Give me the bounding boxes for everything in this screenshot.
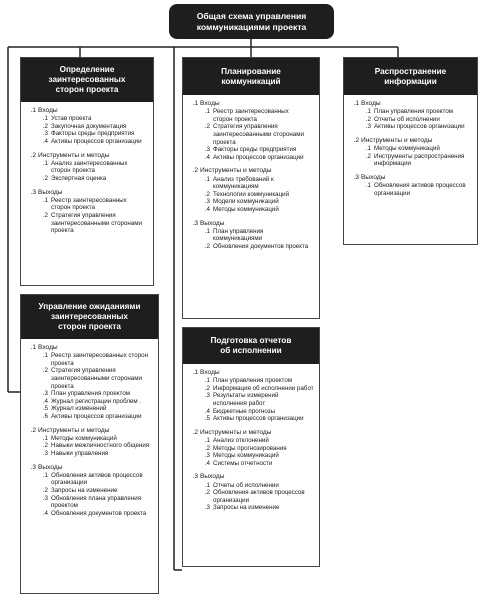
item-number: .3 bbox=[42, 494, 48, 502]
section-title bbox=[349, 137, 474, 145]
item-text: Навыки управления bbox=[51, 449, 109, 457]
section-title bbox=[349, 174, 474, 182]
list-item bbox=[188, 243, 316, 251]
process-box-manage-stakeholder-expectations bbox=[20, 294, 159, 594]
section bbox=[26, 189, 150, 235]
item-number: .1 bbox=[204, 481, 210, 489]
section bbox=[349, 174, 474, 197]
list-item bbox=[188, 415, 316, 423]
section-number: .3 bbox=[30, 188, 36, 196]
item-number: .2 bbox=[42, 122, 48, 130]
item-text: Факторы среды предприятия bbox=[213, 146, 297, 154]
item-text: Реестр заинтересованных сторон проекта bbox=[51, 352, 149, 367]
item-text: Закупочная документация bbox=[51, 122, 127, 130]
root-title: Общая схема управления коммуникациями проекта bbox=[169, 4, 334, 39]
item-text: Методы коммуникаций bbox=[374, 145, 440, 153]
section-number: .2 bbox=[353, 136, 359, 144]
section-number: .3 bbox=[192, 473, 198, 481]
section-title bbox=[188, 167, 316, 175]
item-text: Активы процессов организации bbox=[374, 123, 465, 131]
list-item bbox=[188, 452, 316, 460]
box-title: Подготовка отчетов об исполнении bbox=[183, 328, 319, 364]
item-number: .1 bbox=[42, 115, 48, 123]
item-number: .4 bbox=[42, 137, 48, 145]
item-text: План управления проектом bbox=[213, 377, 293, 385]
list-item bbox=[349, 123, 474, 131]
box-title: Планирование коммуникаций bbox=[183, 58, 319, 95]
list-item bbox=[188, 489, 316, 504]
section-number: .3 bbox=[30, 463, 36, 471]
item-text: Факторы среды предприятия bbox=[51, 130, 135, 138]
list-item bbox=[26, 130, 150, 138]
item-number: .4 bbox=[204, 459, 210, 467]
item-number: .2 bbox=[365, 115, 371, 123]
item-text: Запросы на изменение bbox=[213, 504, 280, 512]
section-number: .3 bbox=[353, 173, 359, 181]
section-number: .1 bbox=[192, 100, 198, 107]
list-item bbox=[26, 175, 150, 183]
list-item bbox=[188, 437, 316, 445]
section bbox=[188, 167, 316, 213]
item-number: .3 bbox=[204, 146, 210, 154]
section-title bbox=[26, 152, 150, 160]
section-number: .1 bbox=[192, 369, 198, 376]
item-number: .2 bbox=[42, 367, 48, 375]
item-number: .2 bbox=[42, 174, 48, 182]
box-body bbox=[183, 364, 319, 520]
section-label: Выходы bbox=[200, 219, 225, 227]
list-item bbox=[26, 510, 155, 518]
list-item bbox=[26, 160, 150, 175]
item-number: .4 bbox=[42, 509, 48, 517]
section-label: Выходы bbox=[200, 473, 225, 481]
section bbox=[188, 220, 316, 251]
item-text: Анализ заинтересованных сторон проекта bbox=[51, 159, 128, 175]
list-item bbox=[188, 108, 316, 123]
item-text: Активы процессов организации bbox=[51, 412, 142, 420]
section-title bbox=[26, 464, 155, 472]
section-label: Инструменты и методы bbox=[200, 428, 272, 436]
item-text: Обновления активов процессов организации bbox=[51, 471, 143, 487]
list-item bbox=[26, 367, 155, 390]
list-item bbox=[26, 398, 155, 406]
section-title bbox=[349, 100, 474, 108]
item-text: Результаты измерений исполнения работ bbox=[213, 392, 279, 407]
item-text: Запросы на изменение bbox=[51, 486, 118, 494]
section-title bbox=[26, 427, 155, 435]
list-item bbox=[26, 487, 155, 495]
item-text: План управления коммуникациями bbox=[213, 227, 264, 243]
list-item bbox=[26, 138, 150, 146]
section bbox=[26, 427, 155, 458]
item-number: .3 bbox=[365, 123, 371, 131]
section-label: Выходы bbox=[38, 188, 63, 196]
item-number: .2 bbox=[365, 152, 371, 160]
item-text: Анализ требований к коммуникациям bbox=[213, 175, 274, 191]
section-title bbox=[188, 429, 316, 437]
section-title bbox=[188, 100, 316, 108]
item-number: .1 bbox=[365, 108, 371, 116]
item-text: Информация об исполнении работ bbox=[213, 384, 314, 392]
section-label: Входы bbox=[200, 100, 220, 107]
item-text: Реестр заинтересованных сторон проекта bbox=[51, 196, 127, 212]
item-number: .5 bbox=[42, 405, 48, 413]
item-number: .3 bbox=[204, 198, 210, 206]
item-number: .3 bbox=[42, 390, 48, 398]
section-number: .3 bbox=[192, 219, 198, 227]
item-number: .1 bbox=[365, 182, 371, 190]
item-number: .3 bbox=[42, 130, 48, 138]
section-number: .2 bbox=[192, 167, 198, 175]
list-item bbox=[26, 123, 150, 131]
section bbox=[26, 152, 150, 183]
list-item bbox=[26, 405, 155, 413]
item-number: .3 bbox=[204, 504, 210, 512]
list-item bbox=[26, 442, 155, 450]
item-text: Модели коммуникаций bbox=[213, 198, 279, 206]
item-number: .4 bbox=[42, 397, 48, 405]
item-number: .1 bbox=[204, 108, 210, 116]
list-item bbox=[26, 450, 155, 458]
section-label: Входы bbox=[200, 369, 220, 376]
item-text: Стратегия управления заинтересованными сторонами проекта bbox=[213, 123, 304, 146]
list-item bbox=[188, 377, 316, 385]
item-number: .1 bbox=[204, 227, 210, 235]
item-number: .2 bbox=[204, 242, 210, 250]
item-number: .2 bbox=[42, 486, 48, 494]
item-text: Устав проекта bbox=[51, 115, 92, 123]
section-number: .1 bbox=[30, 107, 36, 114]
list-item bbox=[188, 228, 316, 243]
section-label: Выходы bbox=[38, 463, 63, 471]
item-number: .1 bbox=[365, 145, 371, 153]
item-text: Отчеты об исполнении bbox=[213, 481, 279, 489]
item-text: Технологии коммуникаций bbox=[213, 190, 290, 198]
item-number: .1 bbox=[42, 159, 48, 167]
list-item bbox=[26, 212, 150, 235]
box-title: Управление ожиданиями заинтересованных сторон проекта bbox=[21, 295, 158, 339]
list-item bbox=[188, 146, 316, 154]
item-text: Методы коммуникаций bbox=[213, 205, 279, 213]
item-text: Обновления плана управления проектом bbox=[51, 494, 142, 510]
list-item bbox=[188, 206, 316, 214]
list-item bbox=[188, 385, 316, 393]
item-number: .5 bbox=[204, 415, 210, 423]
item-number: .2 bbox=[204, 123, 210, 131]
item-number: .4 bbox=[204, 205, 210, 213]
section bbox=[26, 464, 155, 518]
section bbox=[349, 137, 474, 168]
section-label: Инструменты и методы bbox=[200, 167, 272, 175]
list-item bbox=[188, 191, 316, 199]
list-item bbox=[188, 408, 316, 416]
item-text: Стратегия управления заинтересованными сторонами проекта bbox=[51, 211, 142, 235]
item-text: Системы отчетности bbox=[213, 459, 273, 467]
section-label: Входы bbox=[38, 107, 58, 114]
process-box-identify-stakeholders bbox=[20, 57, 154, 286]
section-label: Инструменты и методы bbox=[361, 136, 433, 144]
item-number: .4 bbox=[204, 407, 210, 415]
list-item bbox=[188, 460, 316, 468]
section-title bbox=[188, 220, 316, 228]
section bbox=[188, 429, 316, 468]
section-label: Выходы bbox=[361, 173, 386, 181]
section-label: Инструменты и методы bbox=[38, 151, 110, 159]
section-title bbox=[26, 189, 150, 197]
section-number: .2 bbox=[30, 151, 36, 159]
item-number: .6 bbox=[42, 412, 48, 420]
list-item bbox=[188, 482, 316, 490]
section bbox=[188, 100, 316, 161]
item-number: .1 bbox=[42, 196, 48, 204]
item-text: Отчеты об исполнении bbox=[374, 115, 440, 123]
item-number: .1 bbox=[42, 434, 48, 442]
list-item bbox=[188, 154, 316, 162]
section-number: .1 bbox=[353, 100, 359, 107]
list-item bbox=[188, 198, 316, 206]
item-text: Активы процессов организации bbox=[213, 153, 304, 161]
item-text: Реестр заинтересованных сторон проекта bbox=[213, 108, 289, 123]
list-item bbox=[26, 472, 155, 487]
item-text: Стратегия управления заинтересованными сторонами проекта bbox=[51, 367, 142, 390]
section-title bbox=[188, 473, 316, 481]
section bbox=[26, 344, 155, 421]
item-number: .2 bbox=[204, 190, 210, 198]
item-number: .3 bbox=[204, 392, 210, 400]
item-number: .3 bbox=[42, 449, 48, 457]
list-item bbox=[26, 352, 155, 367]
list-item bbox=[349, 116, 474, 124]
item-number: .2 bbox=[204, 444, 210, 452]
item-text: Навыки межличностного общения bbox=[51, 442, 150, 450]
section-label: Входы bbox=[361, 100, 381, 107]
section-label: Инструменты и методы bbox=[38, 426, 110, 434]
section bbox=[349, 100, 474, 131]
list-item bbox=[188, 445, 316, 453]
item-number: .2 bbox=[42, 442, 48, 450]
list-item bbox=[26, 435, 155, 443]
item-number: .1 bbox=[42, 471, 48, 479]
list-item bbox=[26, 390, 155, 398]
section bbox=[26, 107, 150, 146]
item-number: .2 bbox=[42, 211, 48, 219]
section-title bbox=[26, 344, 155, 352]
list-item bbox=[349, 145, 474, 153]
box-title: Определение заинтересованных сторон проекта bbox=[21, 58, 153, 102]
process-box-distribute-information bbox=[343, 57, 478, 245]
item-text: Анализ отклонений bbox=[213, 436, 269, 444]
section bbox=[188, 369, 316, 423]
item-text: Активы процессов организации bbox=[51, 137, 142, 145]
item-text: Обновления активов процессов организации bbox=[213, 489, 305, 504]
box-title: Распространение информации bbox=[344, 58, 477, 95]
list-item bbox=[26, 115, 150, 123]
item-text: План управления проектом bbox=[51, 390, 131, 398]
item-number: .1 bbox=[204, 436, 210, 444]
section bbox=[188, 473, 316, 512]
list-item bbox=[349, 108, 474, 116]
process-box-plan-communications bbox=[182, 57, 320, 319]
item-number: .4 bbox=[204, 153, 210, 161]
box-body bbox=[344, 95, 477, 205]
item-text: Методы коммуникаций bbox=[51, 434, 117, 442]
list-item bbox=[26, 197, 150, 212]
box-body bbox=[183, 95, 319, 259]
list-item bbox=[26, 495, 155, 510]
item-text: Журнал изменений bbox=[51, 405, 107, 413]
item-text: Методы коммуникаций bbox=[213, 452, 279, 460]
section-label: Входы bbox=[38, 344, 58, 351]
item-number: .1 bbox=[204, 175, 210, 183]
item-number: .1 bbox=[42, 352, 48, 360]
item-text: Журнал регистрации проблем . bbox=[51, 397, 142, 405]
item-text: Инструменты распространения информации bbox=[374, 152, 465, 168]
box-body bbox=[21, 339, 158, 525]
item-text: Обновления документов проекта bbox=[51, 509, 147, 517]
list-item bbox=[188, 123, 316, 146]
list-item bbox=[188, 176, 316, 191]
item-text: Активы процессов организации bbox=[213, 415, 304, 423]
list-item bbox=[188, 504, 316, 512]
section-number: .2 bbox=[30, 426, 36, 434]
section-number: .2 bbox=[192, 428, 198, 436]
item-text: Экспертная оценка bbox=[51, 174, 107, 182]
section-title bbox=[26, 107, 150, 115]
item-text: План управления проектом bbox=[374, 108, 454, 116]
item-text: Методы прогнозирования bbox=[213, 444, 287, 452]
item-text: Бюджетные прогнозы bbox=[213, 407, 275, 415]
section-number: .1 bbox=[30, 344, 36, 351]
item-text: Обновления документов проекта bbox=[213, 242, 309, 250]
list-item bbox=[26, 413, 155, 421]
item-number: .1 bbox=[204, 377, 210, 385]
item-text: Обновления активов процессов организации bbox=[374, 182, 466, 197]
list-item bbox=[349, 182, 474, 197]
list-item bbox=[349, 153, 474, 168]
item-number: .2 bbox=[204, 489, 210, 497]
list-item bbox=[188, 392, 316, 407]
process-box-report-performance bbox=[182, 327, 320, 567]
section-title bbox=[188, 369, 316, 377]
box-body bbox=[21, 102, 153, 243]
item-number: .2 bbox=[204, 384, 210, 392]
item-number: .3 bbox=[204, 452, 210, 460]
